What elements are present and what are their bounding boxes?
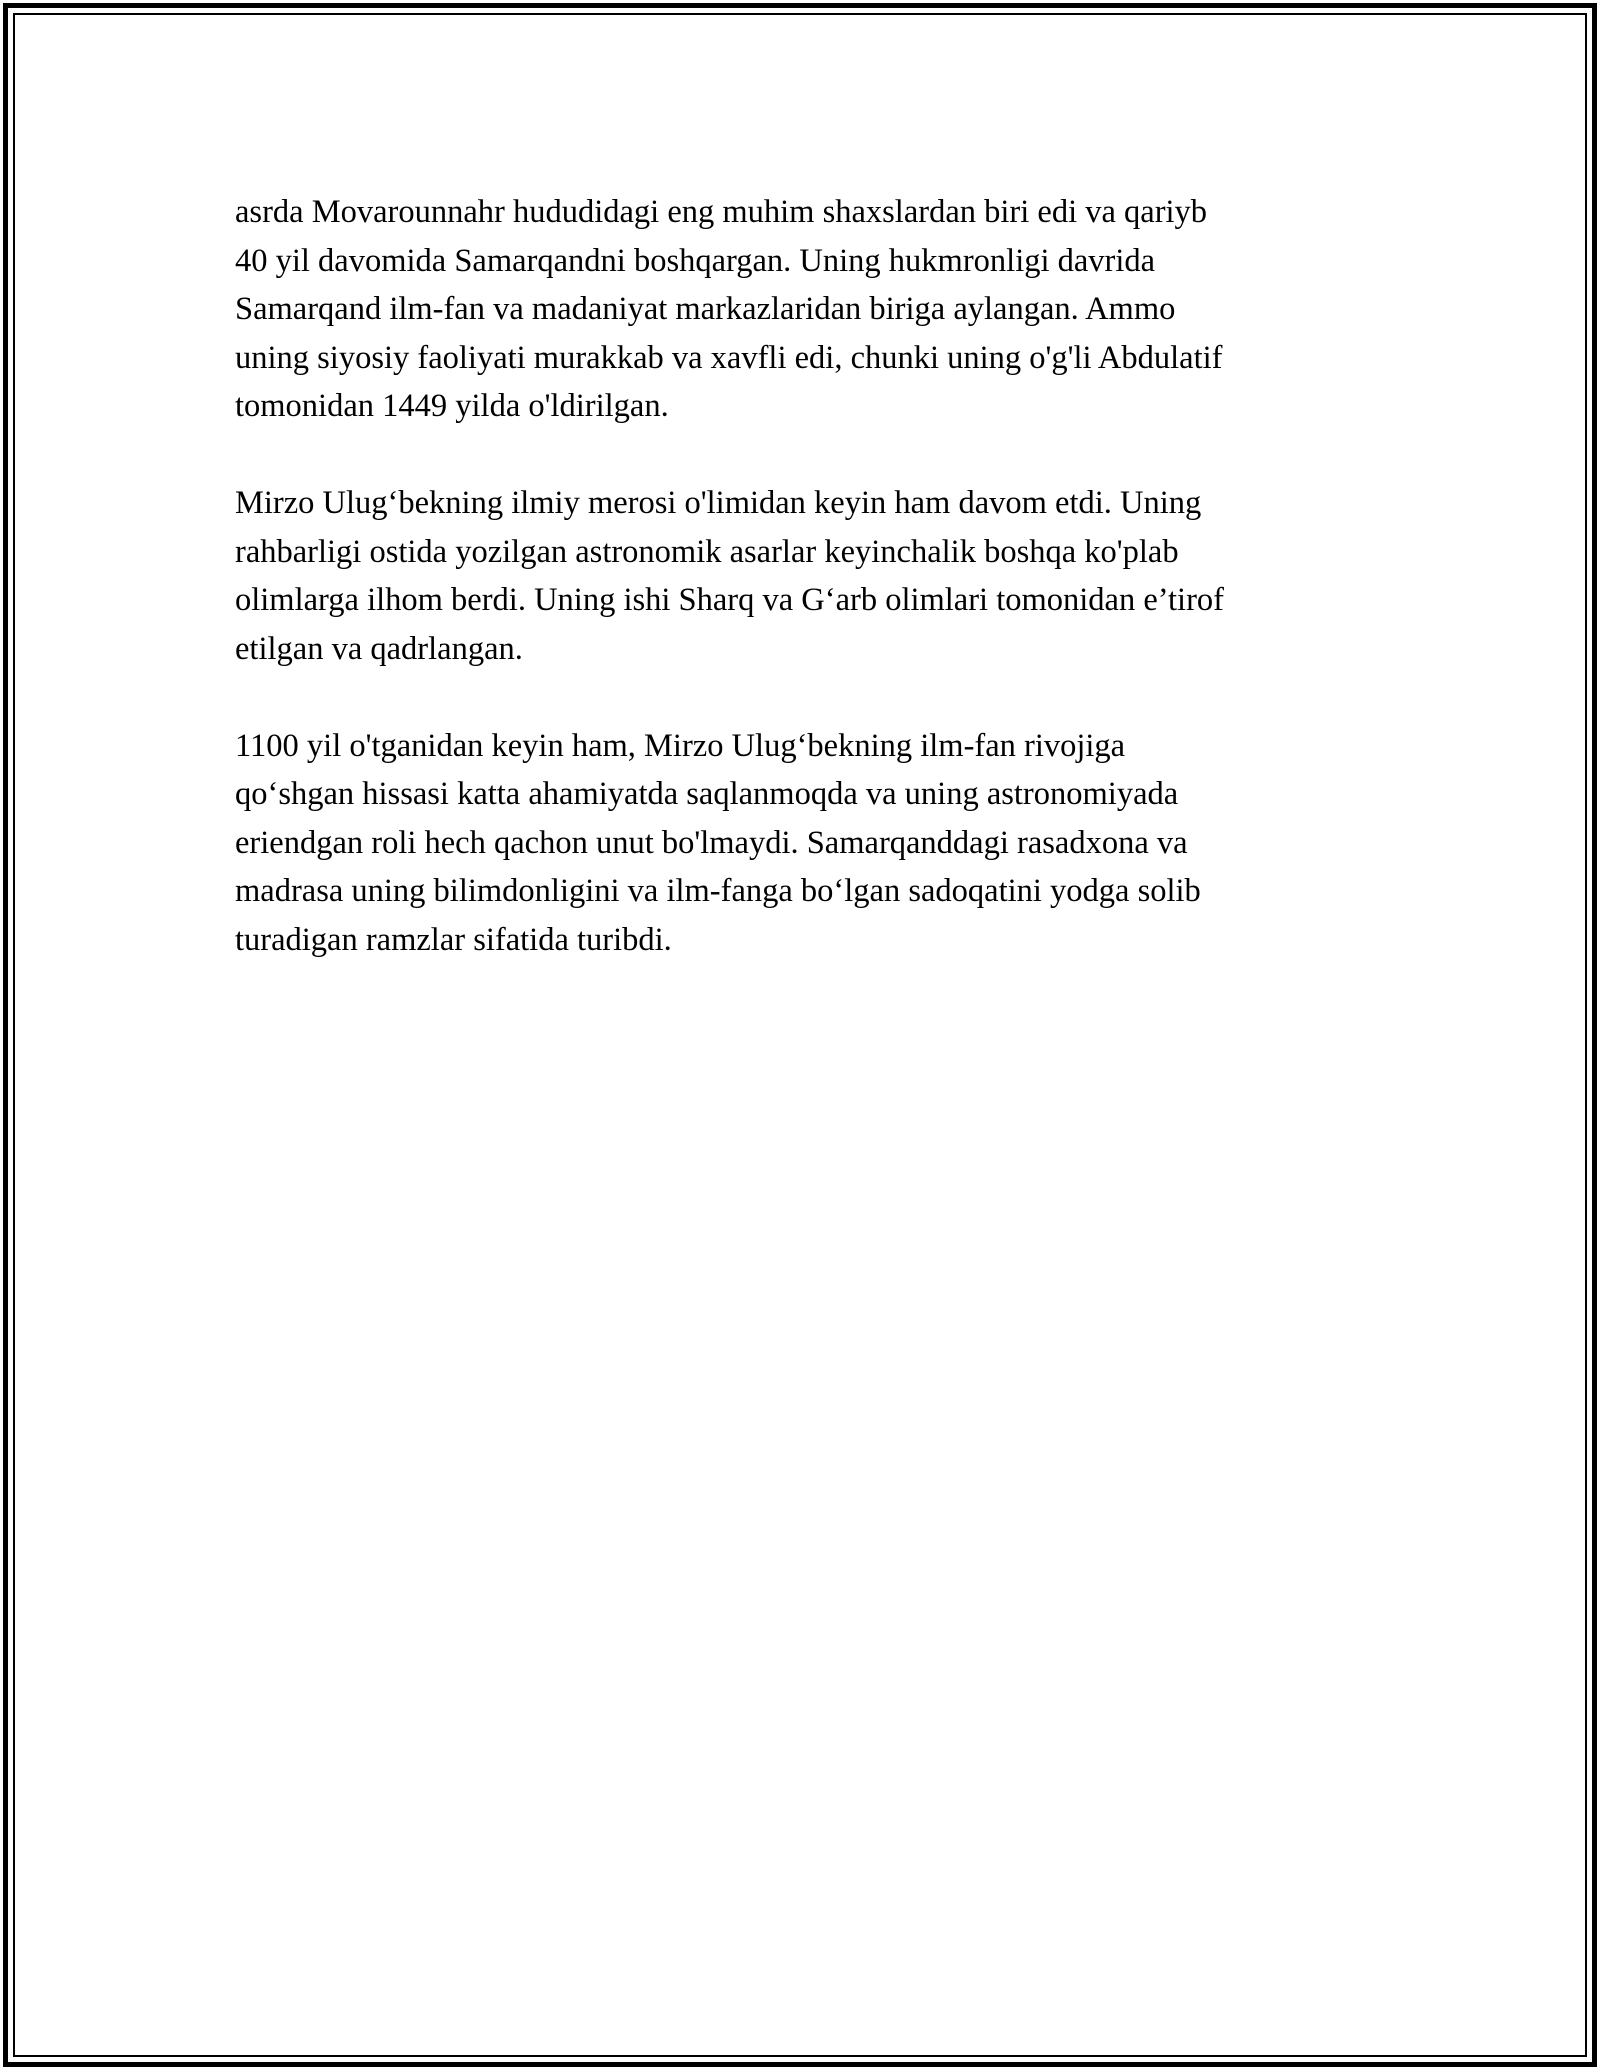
- text-line: qo‘shgan hissasi katta ahamiyatda saqlanmoqda va uning astronomiyada: [235, 776, 1179, 812]
- document-body: [235, 188, 1365, 1013]
- paragraph-1: [235, 188, 1365, 431]
- text-line: 40 yil davomida Samarqandni boshqargan. Uning hukmronligi davrida: [235, 242, 1156, 279]
- paragraph-3: [235, 722, 1365, 965]
- text-line: madrasa uning bilimdonligini va ilm-fanga bo‘lgan sadoqatini yodga solib: [235, 873, 1201, 909]
- text-line: etilgan va qadrlangan.: [235, 630, 523, 667]
- text-line: turadigan ramzlar sifatida turibdi.: [235, 921, 672, 958]
- text-line: asrda Movarounnahr hududidagi eng muhim shaxslardan biri edi va qariyb: [235, 194, 1208, 230]
- text-line: olimlarga ilhom berdi. Uning ishi Sharq va G‘arb olimlari tomonidan e’tirof: [235, 582, 1224, 618]
- text-line: tomonidan 1449 yilda o'ldirilgan.: [235, 388, 669, 424]
- text-line: 1100 yil o'tganidan keyin ham, Mirzo Ulug‘bekning ilm-fan rivojiga: [235, 727, 1126, 764]
- text-line: eriendgan roli hech qachon unut bo'lmaydi. Samarqanddagi rasadxona va: [235, 824, 1188, 861]
- text-line: Mirzo Ulug‘bekning ilmiy merosi o'limidan keyin ham davom etdi. Uning: [235, 485, 1202, 521]
- text-line: Samarqand ilm-fan va madaniyat markazlaridan biriga aylangan. Ammo: [235, 291, 1176, 327]
- text-line: rahbarligi ostida yozilgan astronomik asarlar keyinchalik boshqa ko'plab: [235, 533, 1179, 570]
- text-line: uning siyosiy faoliyati murakkab va xavfli edi, chunki uning o'g'li Abdulatif: [235, 339, 1223, 376]
- paragraph-2: [235, 479, 1365, 673]
